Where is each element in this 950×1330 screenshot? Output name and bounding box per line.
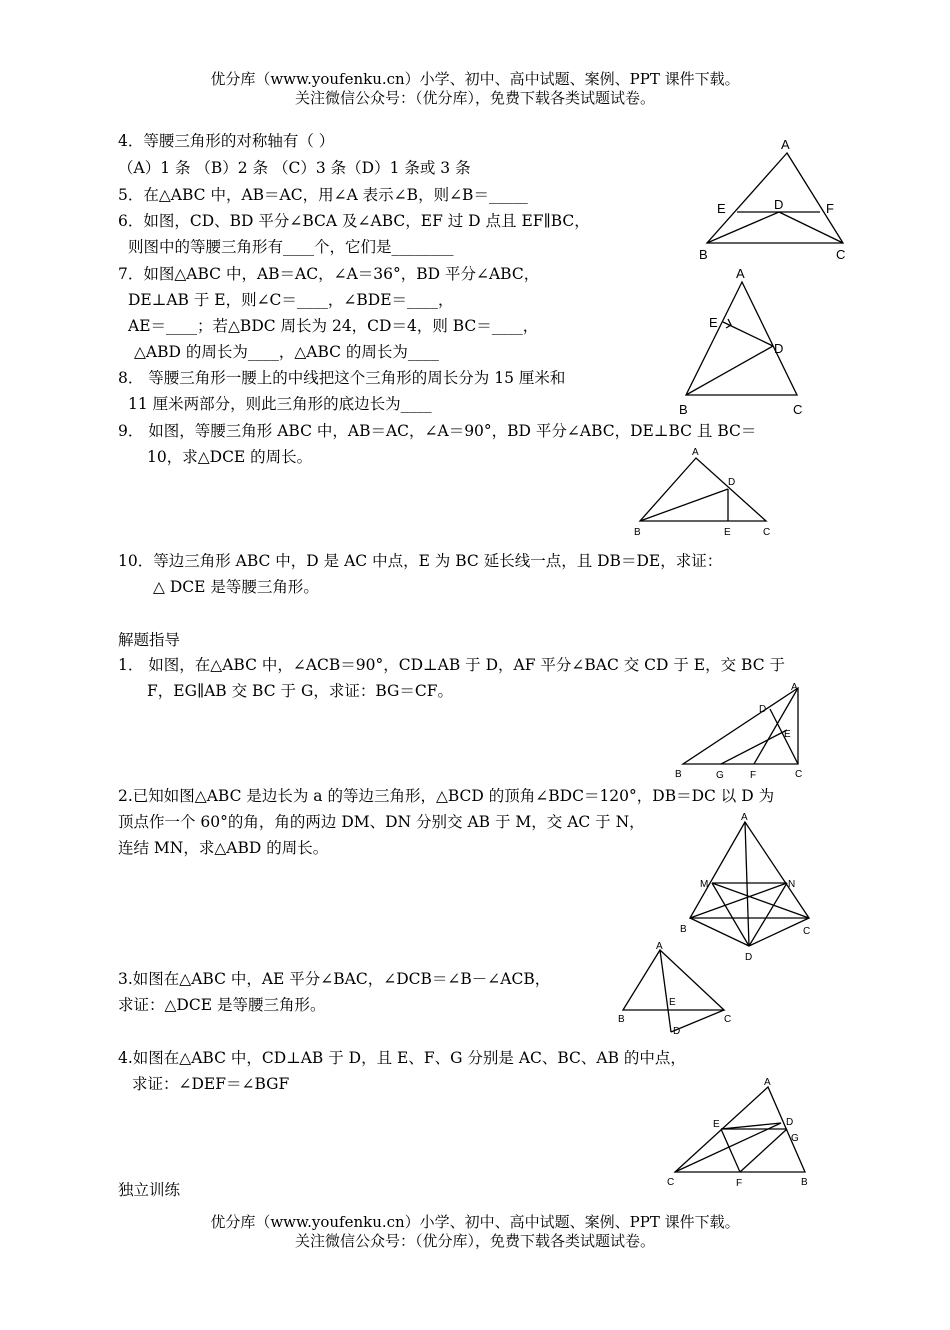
figure-q7: [676, 262, 816, 422]
segment-ed: [721, 1123, 781, 1129]
page-header-line-1: 优分库（www.youfenku.cn）小学、初中、高中试题、案例、PPT 课件下载。: [210, 70, 740, 88]
triangle-abc: [683, 688, 798, 764]
question-7-line-1: 7．如图△ABC 中，AB＝AC，∠A＝36°，BD 平分∠ABC，: [118, 265, 540, 283]
question-10-line-2: △ DCE 是等腰三角形。: [153, 578, 319, 596]
problem-3-line-1: 3.如图在△ABC 中，AE 平分∠BAC，∠DCB＝∠B－∠ACB，: [118, 970, 551, 988]
question-8-line-2: 11 厘米两部分，则此三角形的底边长为____: [128, 395, 432, 413]
triangle-abc: [690, 822, 809, 918]
problem-4-line-1: 4.如图在△ABC 中，CD⊥AB 于 D，且 E、F、G 分别是 AC、BC、AB 的中点，: [118, 1049, 686, 1067]
segment-eg: [721, 730, 787, 764]
label-c: C: [836, 247, 846, 262]
triangle-abc: [686, 282, 797, 395]
question-4: 4．等腰三角形的对称轴有（ ）: [118, 132, 335, 150]
label-g: G: [791, 1133, 799, 1144]
label-g: G: [716, 770, 724, 781]
label-a: A: [764, 1077, 771, 1088]
label-e: E: [669, 997, 676, 1008]
label-a: A: [692, 447, 699, 458]
segment-bd: [686, 346, 773, 395]
label-b: B: [675, 769, 682, 780]
problem-1-line-1: 1． 如图，在△ABC 中，∠ACB＝90°，CD⊥AB 于 D，AF 平分∠BAC 交 CD 于 E，交 BC 于: [118, 656, 786, 674]
segment-bd: [640, 489, 728, 521]
problem-1-line-2: F，EG∥AB 交 BC 于 G，求证：BG＝CF。: [147, 682, 453, 700]
question-5: 5．在△ABC 中，AB＝AC，用∠A 表示∠B，则∠B＝_____: [118, 186, 528, 204]
label-m: M: [700, 879, 709, 890]
figure-guidance-1: [673, 678, 813, 783]
question-7-line-3: AE＝____；若△BDC 周长为 24，CD＝4，则 BC＝____，: [128, 317, 539, 335]
figure-guidance-4: [663, 1075, 818, 1190]
problem-4-line-2: 求证：∠DEF＝∠BGF: [132, 1075, 290, 1093]
question-6-line-2: 则图中的等腰三角形有____个，它们是________: [128, 238, 454, 256]
problem-2-line-2: 顶点作一个 60°的角，角的两边 DM、DN 分别交 AB 于 M，交 AC 于 N，: [118, 813, 645, 831]
label-f: F: [826, 201, 834, 216]
label-a: A: [781, 137, 790, 152]
page-footer-line-2: 关注微信公众号：（优分库），免费下载各类试题试卷。: [294, 1232, 655, 1250]
label-d: D: [774, 341, 784, 356]
figure-guidance-3: [614, 940, 739, 1040]
section-title-guidance: 解题指导: [118, 631, 181, 649]
triangle-abc: [640, 458, 766, 521]
label-c: C: [667, 1177, 675, 1188]
label-f: F: [750, 770, 757, 781]
question-9-line-1: 9． 如图，等腰三角形 ABC 中，AB＝AC，∠A＝90°，BD 平分∠ABC，DE⊥BC 且 BC＝: [118, 422, 757, 440]
label-d: D: [745, 952, 753, 963]
label-e: E: [784, 729, 791, 740]
label-d: D: [673, 1026, 681, 1037]
page-header-line-2: 关注微信公众号：（优分库），免费下载各类试题试卷。: [294, 89, 655, 107]
label-c: C: [793, 402, 803, 417]
label-c: C: [803, 926, 811, 937]
label-n: N: [788, 879, 796, 890]
label-b: B: [801, 1177, 808, 1188]
label-c: C: [763, 527, 771, 538]
label-a: A: [736, 266, 745, 281]
page-footer-line-1: 优分库（www.youfenku.cn）小学、初中、高中试题、案例、PPT 课件下载。: [210, 1213, 740, 1231]
label-f: F: [736, 1178, 743, 1189]
figure-q9: [628, 443, 778, 538]
label-b: B: [699, 247, 708, 262]
question-7-line-2: DE⊥AB 于 E，则∠C＝____，∠BDE＝____，: [128, 291, 454, 309]
label-e: E: [713, 1119, 720, 1130]
question-9-line-2: 10，求△DCE 的周长。: [147, 448, 313, 466]
label-c: C: [795, 769, 803, 780]
question-10-line-1: 10．等边三角形 ABC 中，D 是 AC 中点，E 为 BC 延长线一点，且 DB＝DE，求证：: [118, 552, 723, 570]
question-7-line-4: △ABD 的周长为____，△ABC 的周长为____: [134, 343, 439, 361]
segment-ad: [745, 822, 749, 946]
question-4-options: （A）1 条 （B）2 条 （C）3 条（D）1 条或 3 条: [118, 159, 471, 177]
question-8-line-1: 8． 等腰三角形一腰上的中线把这个三角形的周长分为 15 厘米和: [118, 369, 566, 387]
label-d: D: [786, 1117, 794, 1128]
problem-2-line-3: 连结 MN，求△ABD 的周长。: [118, 839, 329, 857]
label-b: B: [618, 1014, 625, 1025]
label-a: A: [791, 682, 798, 693]
label-d: D: [774, 197, 784, 212]
label-b: B: [679, 402, 688, 417]
segment-fg: [740, 1129, 787, 1172]
label-e: E: [709, 315, 718, 330]
segment-ef: [721, 1129, 740, 1172]
label-a: A: [656, 941, 663, 952]
label-b: B: [680, 924, 687, 935]
label-b: B: [634, 527, 641, 538]
figure-q6: [695, 135, 855, 265]
label-e: E: [724, 527, 731, 538]
segment-bd: [707, 212, 779, 243]
segment-ad: [660, 950, 671, 1032]
label-d: D: [728, 477, 736, 488]
segment-af: [754, 688, 798, 764]
section-title-practice: 独立训练: [118, 1181, 181, 1199]
question-6-line-1: 6．如图，CD、BD 平分∠BCA 及∠ABC，EF 过 D 点且 EF∥BC，: [118, 212, 590, 230]
segment-cd: [675, 1123, 781, 1172]
problem-2-line-1: 2.已知如图△ABC 是边长为 a 的等边三角形，△BCD 的顶角∠BDC＝120°，DB＝DC 以 D 为: [118, 787, 775, 805]
label-a: A: [741, 812, 748, 823]
label-e: E: [717, 201, 726, 216]
problem-3-line-2: 求证：△DCE 是等腰三角形。: [118, 996, 326, 1014]
label-c: C: [724, 1014, 732, 1025]
label-d: D: [759, 704, 767, 715]
